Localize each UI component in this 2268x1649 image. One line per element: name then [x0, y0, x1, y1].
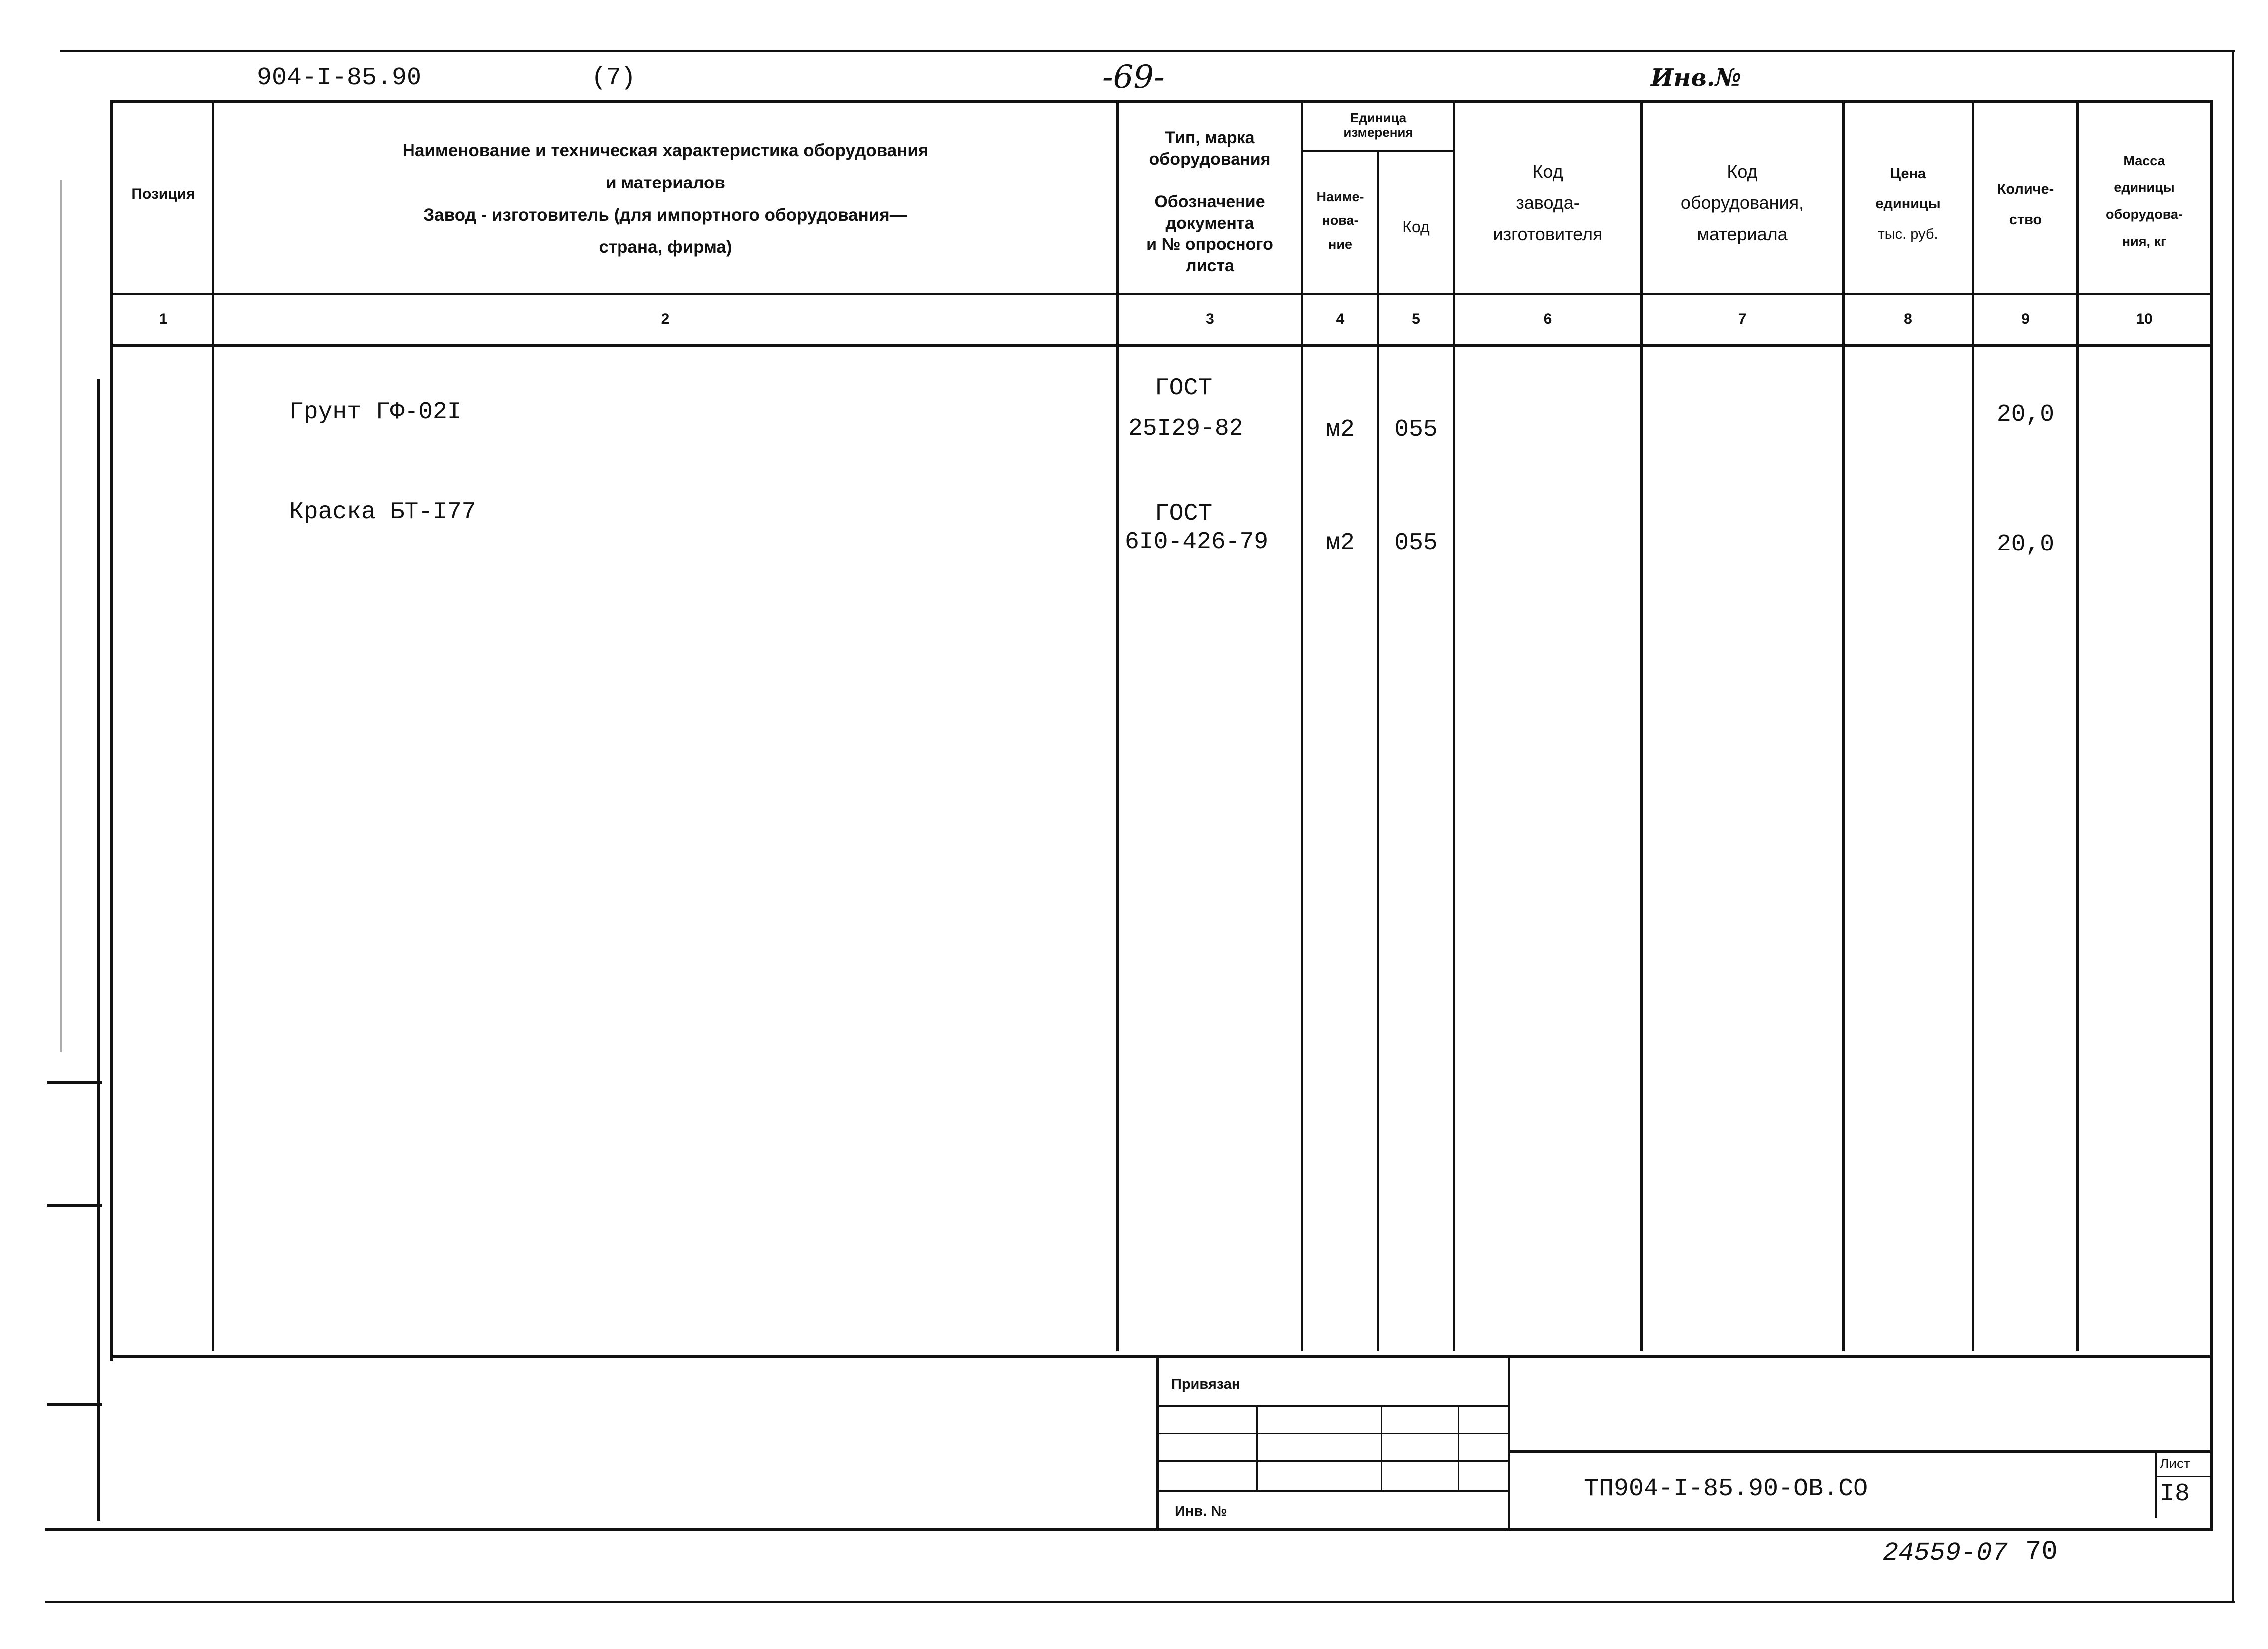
row-1-name: Грунт ГФ-02I	[289, 399, 462, 426]
header-equip-line-2: оборудования,	[1680, 192, 1804, 213]
col-sep-8	[1972, 100, 1974, 1351]
row-2-unit-code: 055	[1394, 530, 1438, 556]
col-number-7: 7	[1738, 311, 1747, 327]
header-mass	[2079, 147, 2210, 255]
header-bottom-line	[112, 293, 2212, 295]
designation-top-line	[1509, 1450, 2212, 1453]
table-right-line	[2210, 100, 2213, 1531]
header-type-line-5: и № опросного	[1146, 235, 1273, 254]
stamp-row-line-4	[1157, 1490, 1509, 1492]
col-number-6: 6	[1543, 311, 1552, 327]
stamp-top-line	[110, 1355, 2212, 1358]
table-left-line	[110, 100, 113, 1361]
margin-dash-1	[60, 180, 62, 1052]
stamp-vert-3	[1458, 1406, 1459, 1491]
inv-label: Инв.№	[1651, 64, 1741, 92]
sheet-box-divider	[2156, 1476, 2211, 1477]
row-1-quantity: 20,0	[1996, 401, 2055, 428]
header-price-line-2: единицы	[1875, 195, 1941, 212]
colnum-bottom-line	[112, 344, 2212, 347]
header-type-line-1: Тип, марка	[1165, 128, 1255, 147]
header-unit-code: Код	[1402, 218, 1430, 236]
col-number-5: 5	[1412, 311, 1420, 327]
stamp-left-line	[1156, 1355, 1159, 1530]
col-sep-5	[1453, 100, 1455, 1351]
row-2-name: Краска БТ-I77	[289, 499, 476, 526]
col-sep-9	[2076, 100, 2079, 1351]
header-unit-name-line-3: ние	[1328, 236, 1352, 252]
header-name-line-1: Наименование и техническая характеристика оборудования	[402, 141, 929, 160]
row-2-doc-line-1: ГОСТ	[1155, 500, 1213, 527]
stamp-vert-2	[1381, 1406, 1382, 1491]
col-sep-7	[1842, 100, 1845, 1351]
stamp-row-line-2	[1157, 1433, 1509, 1434]
stamp-attached-label: Привязан	[1171, 1376, 1240, 1392]
header-mass-line-3: оборудова-	[2105, 207, 2183, 222]
header-name-line-2: и материалов	[606, 173, 725, 192]
header-name-line-4: страна, фирма)	[599, 237, 732, 257]
col-number-8: 8	[1904, 311, 1912, 327]
sheet-mark: (7)	[591, 64, 636, 92]
frame-bottom-line	[45, 1528, 2212, 1531]
header-price	[1845, 159, 1972, 250]
col-number-2: 2	[661, 311, 670, 327]
col-number-4: 4	[1336, 311, 1345, 327]
header-equip-line-1: Код	[1727, 161, 1758, 182]
row-1-doc-line-2: 25I29-82	[1128, 415, 1243, 442]
header-unit	[1303, 111, 1453, 139]
header-equip-code	[1643, 156, 1842, 250]
header-equip-line-3: материала	[1697, 224, 1788, 244]
stamp-row-line-1	[1157, 1405, 1509, 1407]
col-sep-2	[1116, 100, 1119, 1351]
header-position: Позиция	[131, 186, 195, 202]
header-type-line-3: Обозначение	[1154, 192, 1265, 211]
header-price-line-1: Цена	[1890, 166, 1926, 182]
doc-code: 904-I-85.90	[257, 64, 422, 92]
header-type-line-2: оборудования	[1149, 149, 1271, 169]
header-unit-name	[1303, 185, 1377, 256]
row-2-quantity: 20,0	[1996, 531, 2055, 558]
header-quantity-line-1: Количе-	[1997, 182, 2054, 197]
row-2-unit: м2	[1326, 530, 1355, 556]
page-number: -69-	[1102, 59, 1165, 96]
row-2-doc-line-2: 6I0-426-79	[1125, 529, 1269, 555]
header-plant-line-2: завода-	[1516, 192, 1580, 213]
header-type	[1119, 127, 1301, 276]
header-plant-line-3: изготовителя	[1493, 224, 1603, 244]
col-number-3: 3	[1206, 311, 1214, 327]
col-sep-3	[1301, 100, 1303, 1351]
row-1-unit-code: 055	[1394, 416, 1438, 443]
header-unit-line-1: Единица	[1350, 110, 1407, 125]
header-plant-code	[1455, 156, 1640, 250]
header-mass-line-2: единицы	[2114, 180, 2175, 195]
header-quantity-line-2: ство	[2009, 211, 2042, 228]
header-plant-line-1: Код	[1532, 161, 1563, 182]
frame-left-line	[97, 379, 100, 1521]
doc-designation: ТП904-I-85.90-ОВ.СО	[1584, 1475, 1868, 1503]
col-number-1: 1	[159, 311, 168, 327]
header-name-line-3: Завод - изготовитель (для импортного оборудования—	[423, 205, 907, 225]
header-price-line-3: тыс. руб.	[1878, 226, 1938, 242]
sheet-number: I8	[2160, 1480, 2190, 1508]
stamp-vert-1	[1256, 1406, 1258, 1491]
header-quantity	[1974, 175, 2076, 235]
unit-divider	[1302, 150, 1454, 152]
sheet-label: Лист	[2160, 1456, 2190, 1471]
header-name	[214, 135, 1116, 264]
frame-right-edge	[2232, 50, 2234, 1603]
stamp-row-line-3	[1157, 1460, 1509, 1462]
margin-tick-2	[47, 1204, 102, 1207]
header-mass-line-4: ния, кг	[2122, 234, 2167, 249]
page-bottom-line	[45, 1601, 2235, 1603]
header-unit-name-line-1: Наиме-	[1316, 189, 1364, 204]
page-mark: 70	[2025, 1537, 2058, 1567]
table-top-line	[110, 100, 2212, 103]
col-number-9: 9	[2021, 311, 2030, 327]
col-sep-4	[1377, 150, 1379, 1351]
col-number-10: 10	[2136, 311, 2153, 327]
col-sep-1	[212, 100, 214, 1351]
stamp-mid-line	[1508, 1355, 1510, 1530]
stamp-inv-no-label: Инв. №	[1175, 1503, 1227, 1519]
col-sep-6	[1640, 100, 1643, 1351]
margin-tick-1	[47, 1081, 102, 1084]
archive-number: 24559-07	[1883, 1538, 2008, 1568]
header-unit-line-2: измерения	[1343, 124, 1413, 140]
frame-top-line	[60, 50, 2235, 52]
header-type-line-6: листа	[1186, 256, 1234, 275]
row-1-unit: м2	[1326, 416, 1355, 443]
header-type-line-4: документа	[1165, 213, 1254, 233]
header-mass-line-1: Масса	[2123, 153, 2165, 168]
row-1-doc-line-1: ГОСТ	[1155, 375, 1213, 402]
header-unit-name-line-2: нова-	[1322, 213, 1359, 228]
margin-tick-3	[47, 1403, 102, 1406]
sheet-box-left-line	[2155, 1451, 2157, 1518]
